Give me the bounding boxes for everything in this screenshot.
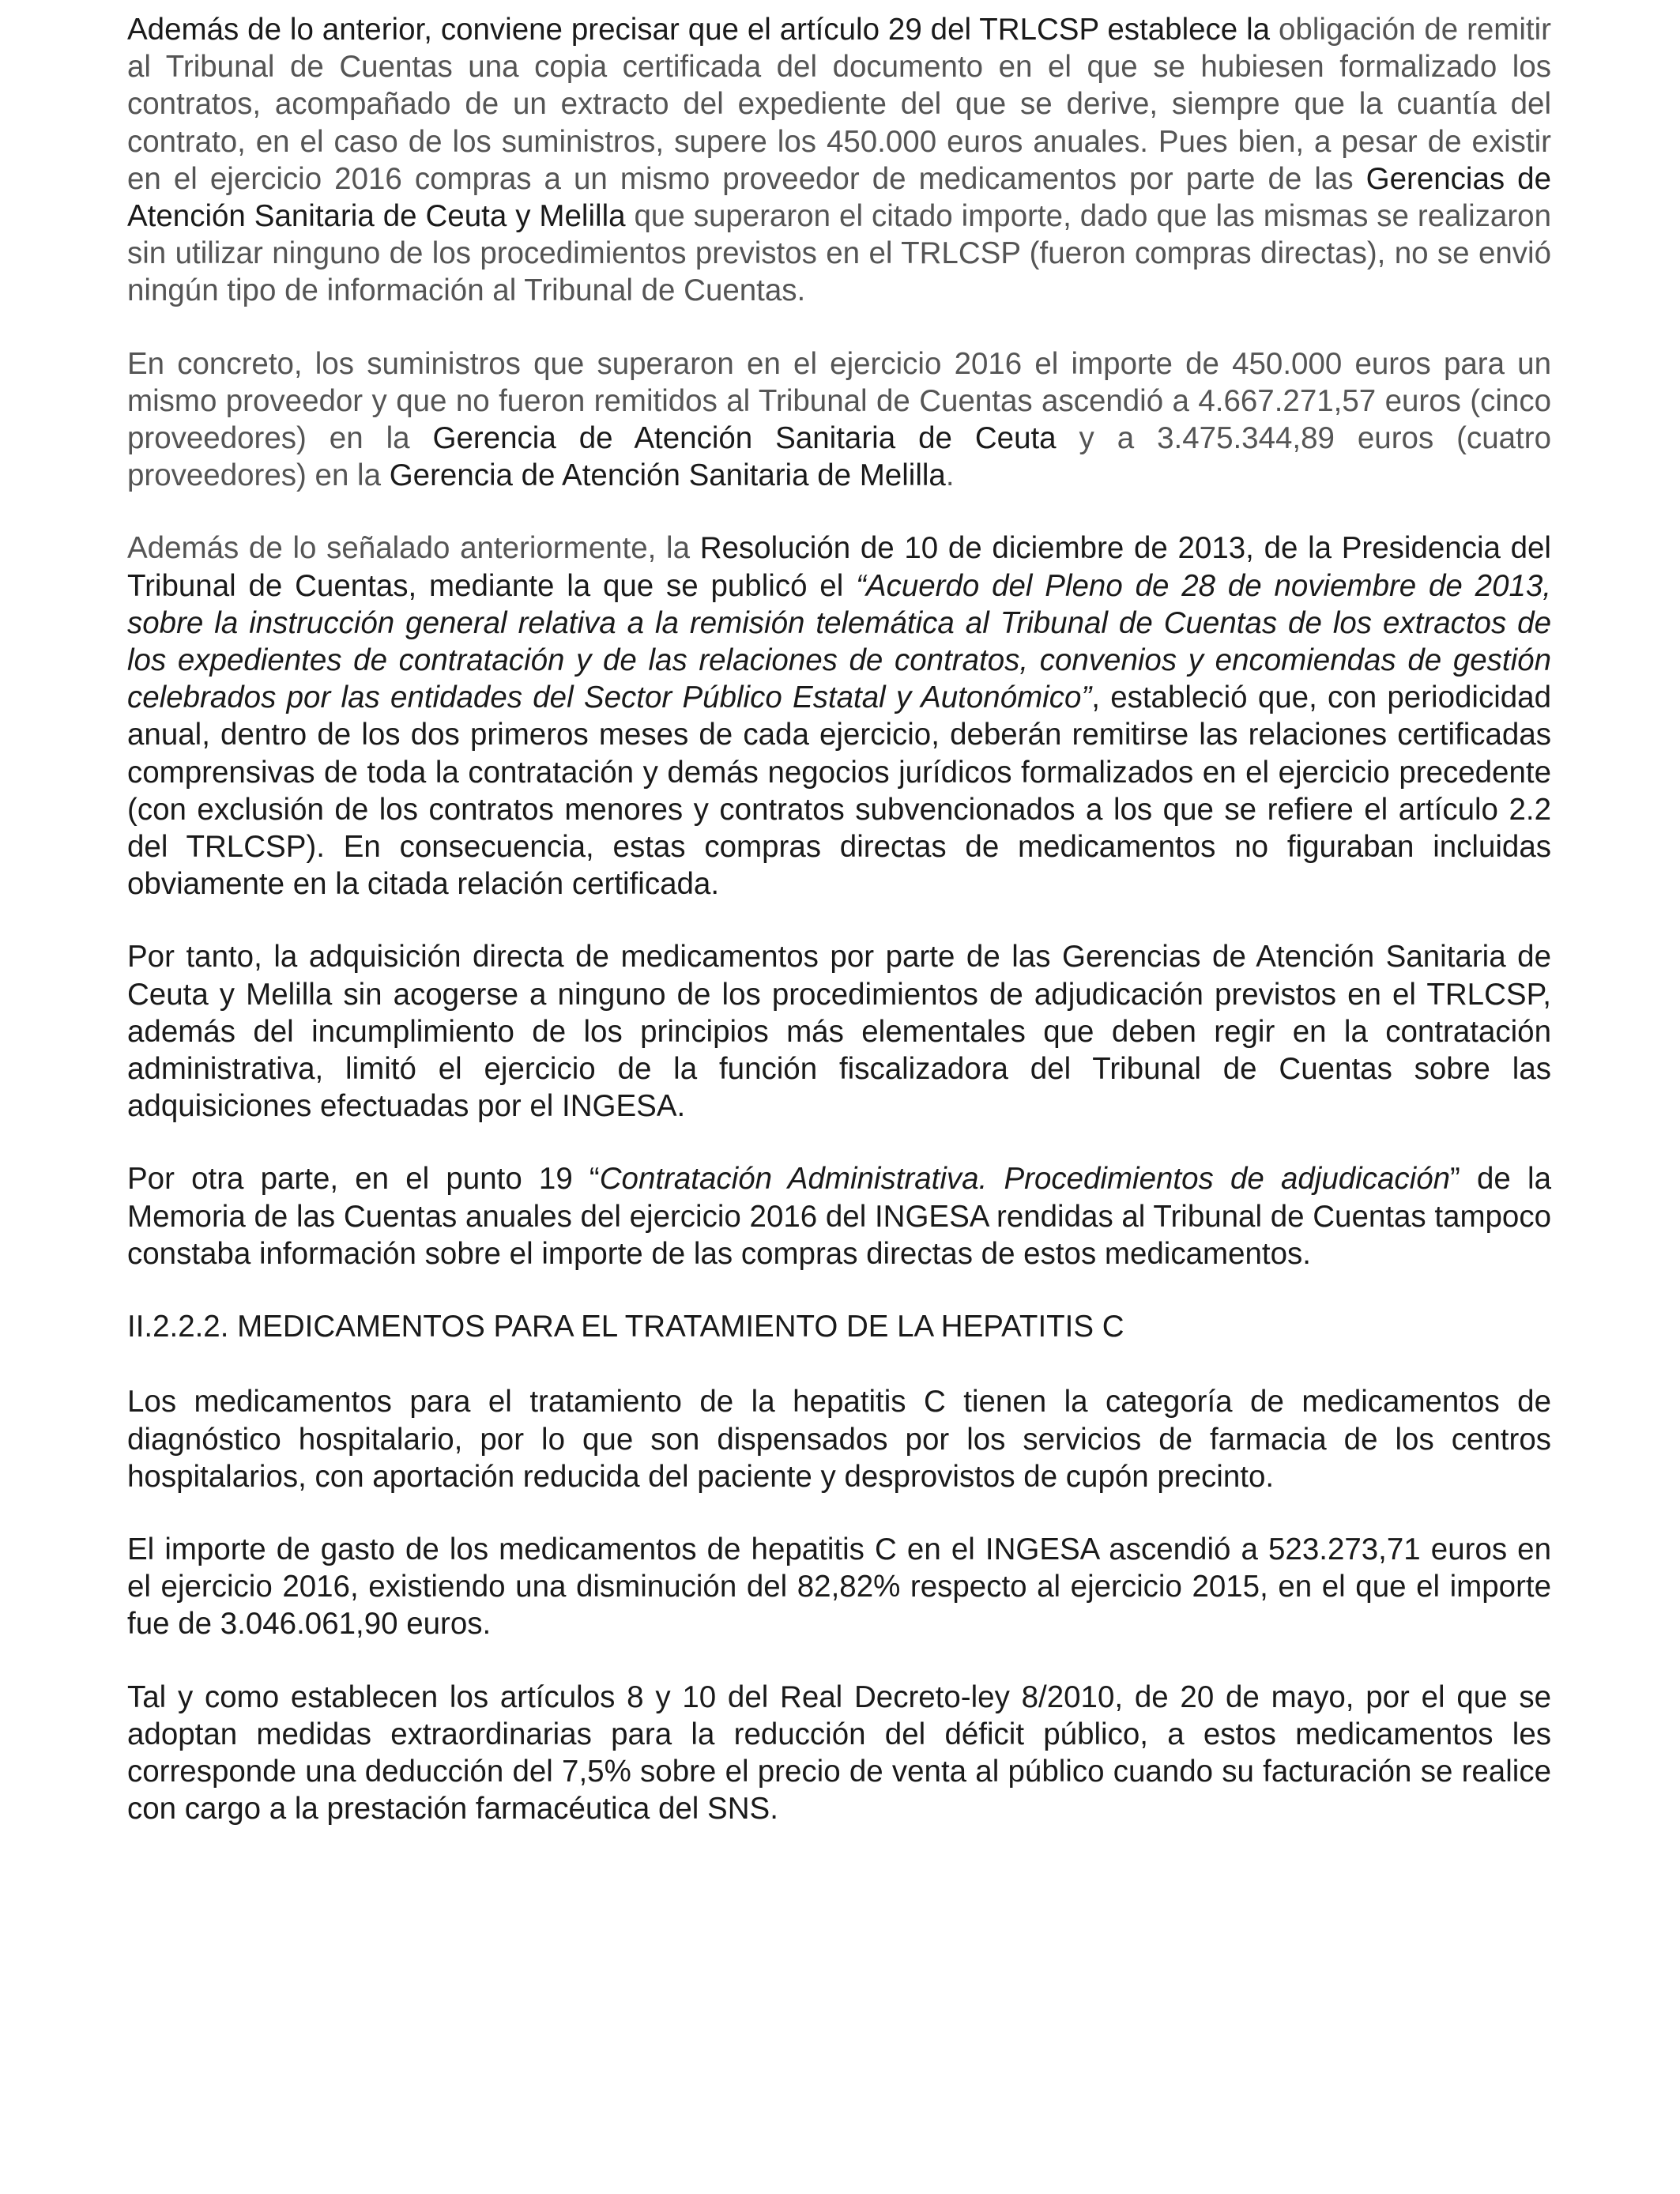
paragraph-text: . (945, 458, 955, 493)
paragraph-annual-accounts (127, 1160, 1551, 1272)
paragraph-text: Por otra parte, en el punto 19 “ (127, 1162, 600, 1197)
paragraph-direct-acquisition: Por tanto, la adquisición directa de medicamentos por parte de las Gerencias de Atención Sanitaria de Ceuta y Melilla sin acogerse a ninguno de los procedimientos de adjudicación previstos en el TRLCSP, además del incumplimiento de los principios más elementales que deben regir en la contratación administrativa, limitó el ejercicio de la función fiscalizadora del Tribunal de Cuentas sobre las adquisiciones efectuadas por el INGESA. (127, 940, 1551, 1124)
paragraph-text: En concreto, los suministros que superaron en el ejercicio 2016 el importe de 450.000 euros para un mismo proveedor y que no fueron remitidos al Tribunal de Cuentas ascendió a 4.667.271,57 euros (cinco proveedores) en la (127, 346, 1551, 456)
paragraph-trlcsp-obligation (127, 11, 1551, 310)
entity-name: Gerencia de Atención Sanitaria de Ceuta (432, 421, 1057, 456)
section-heading: II.2.2.2. MEDICAMENTOS PARA EL TRATAMIENTO DE LA HEPATITIS C (127, 1310, 1124, 1344)
paragraph-text: que superaron el citado importe, dado que las mismas se realizaron sin utilizar ninguno de los procedimientos previstos en el TRLCSP (fueron compras directas), no se envió ningún tipo de información al Tribunal de Cuentas. (127, 199, 1551, 308)
paragraph-hepatitis-spending: El importe de gasto de los medicamentos de hepatitis C en el INGESA ascendió a 523.273,71 euros en el ejercicio 2016, existiendo una disminución del 82,82% respecto al ejercicio 2015, en el que el importe fue de 3.046.061,90 euros. (127, 1532, 1551, 1642)
paragraph-resolution-2013 (127, 530, 1551, 903)
entity-name: Gerencias de Atención Sanitaria de Ceuta y Melilla (127, 161, 1551, 234)
entity-name: Gerencia de Atención Sanitaria de Melilla (389, 458, 946, 493)
paragraph-text: , estableció que, con periodicidad anual, dentro de los dos primeros meses de cada ejercicio, deberán remitirse las relaciones certificadas comprensivas de toda la contratación y demás negocios jurídicos formalizados en el ejercicio precedente (con exclusión de los contratos menores y contratos subvencionados a los que se refiere el artículo 2.2 del TRLCSP). En consecuencia, estas compras directas de medicamentos no figuraban incluidas obviamente en la citada relación certificada. (127, 680, 1551, 902)
quoted-section-title: Contratación Administrativa. Procedimientos de adjudicación (599, 1162, 1451, 1197)
paragraph-text: y a 3.475.344,89 euros (cuatro proveedores) en la (127, 421, 1551, 493)
paragraph-text: Resolución de 10 de diciembre de 2013, de la Presidencia del Tribunal de Cuentas, mediante la que se publicó el (127, 531, 1551, 603)
paragraph-text: Además de lo señalado anteriormente, la (127, 531, 700, 566)
paragraph-deduction: Tal y como establecen los artículos 8 y 10 del Real Decreto-ley 8/2010, de 20 de mayo, por el que se adoptan medidas extraordinarias para la reducción del déficit público, a estos medicamentos les corresponde una deducción del 7,5% sobre el precio de venta al público cuando su facturación se realice con cargo a la prestación farmacéutica del SNS. (127, 1679, 1551, 1826)
paragraph-suppliers-amounts (127, 345, 1551, 495)
paragraph-text: Además de lo anterior, conviene precisar que el artículo 29 del TRLCSP establece la (127, 13, 1279, 47)
document-page (127, 11, 1551, 1863)
paragraph-text: ” de la Memoria de las Cuentas anuales del ejercicio 2016 del INGESA rendidas al Tribunal de Cuentas tampoco constaba información sobre el importe de las compras directas de estos medicamentos. (127, 1162, 1551, 1271)
paragraph-hepatitis-category: Los medicamentos para el tratamiento de la hepatitis C tienen la categoría de medicamentos de diagnóstico hospitalario, por lo que son dispensados por los servicios de farmacia de los centros hospitalarios, con aportación reducida del paciente y desprovistos de cupón precinto. (127, 1385, 1551, 1494)
quoted-agreement: “Acuerdo del Pleno de 28 de noviembre de 2013, sobre la instrucción general relativa a la remisión telemática al Tribunal de Cuentas de los extractos de los expedientes de contratación y de las relaciones de contratos, convenios y encomiendas de gestión celebrados por las entidades del Sector Público Estatal y Autonómico” (127, 568, 1551, 715)
paragraph-text: obligación de remitir al Tribunal de Cuentas una copia certificada del documento en el que se hubiesen formalizado los contratos, acompañado de un extracto del expediente del que se derive, siempre que la cuantía del contrato, en el caso de los suministros, supere los 450.000 euros anuales. Pues bien, a pesar de existir en el ejercicio 2016 compras a un mismo proveedor de medicamentos por parte de las (127, 13, 1551, 196)
